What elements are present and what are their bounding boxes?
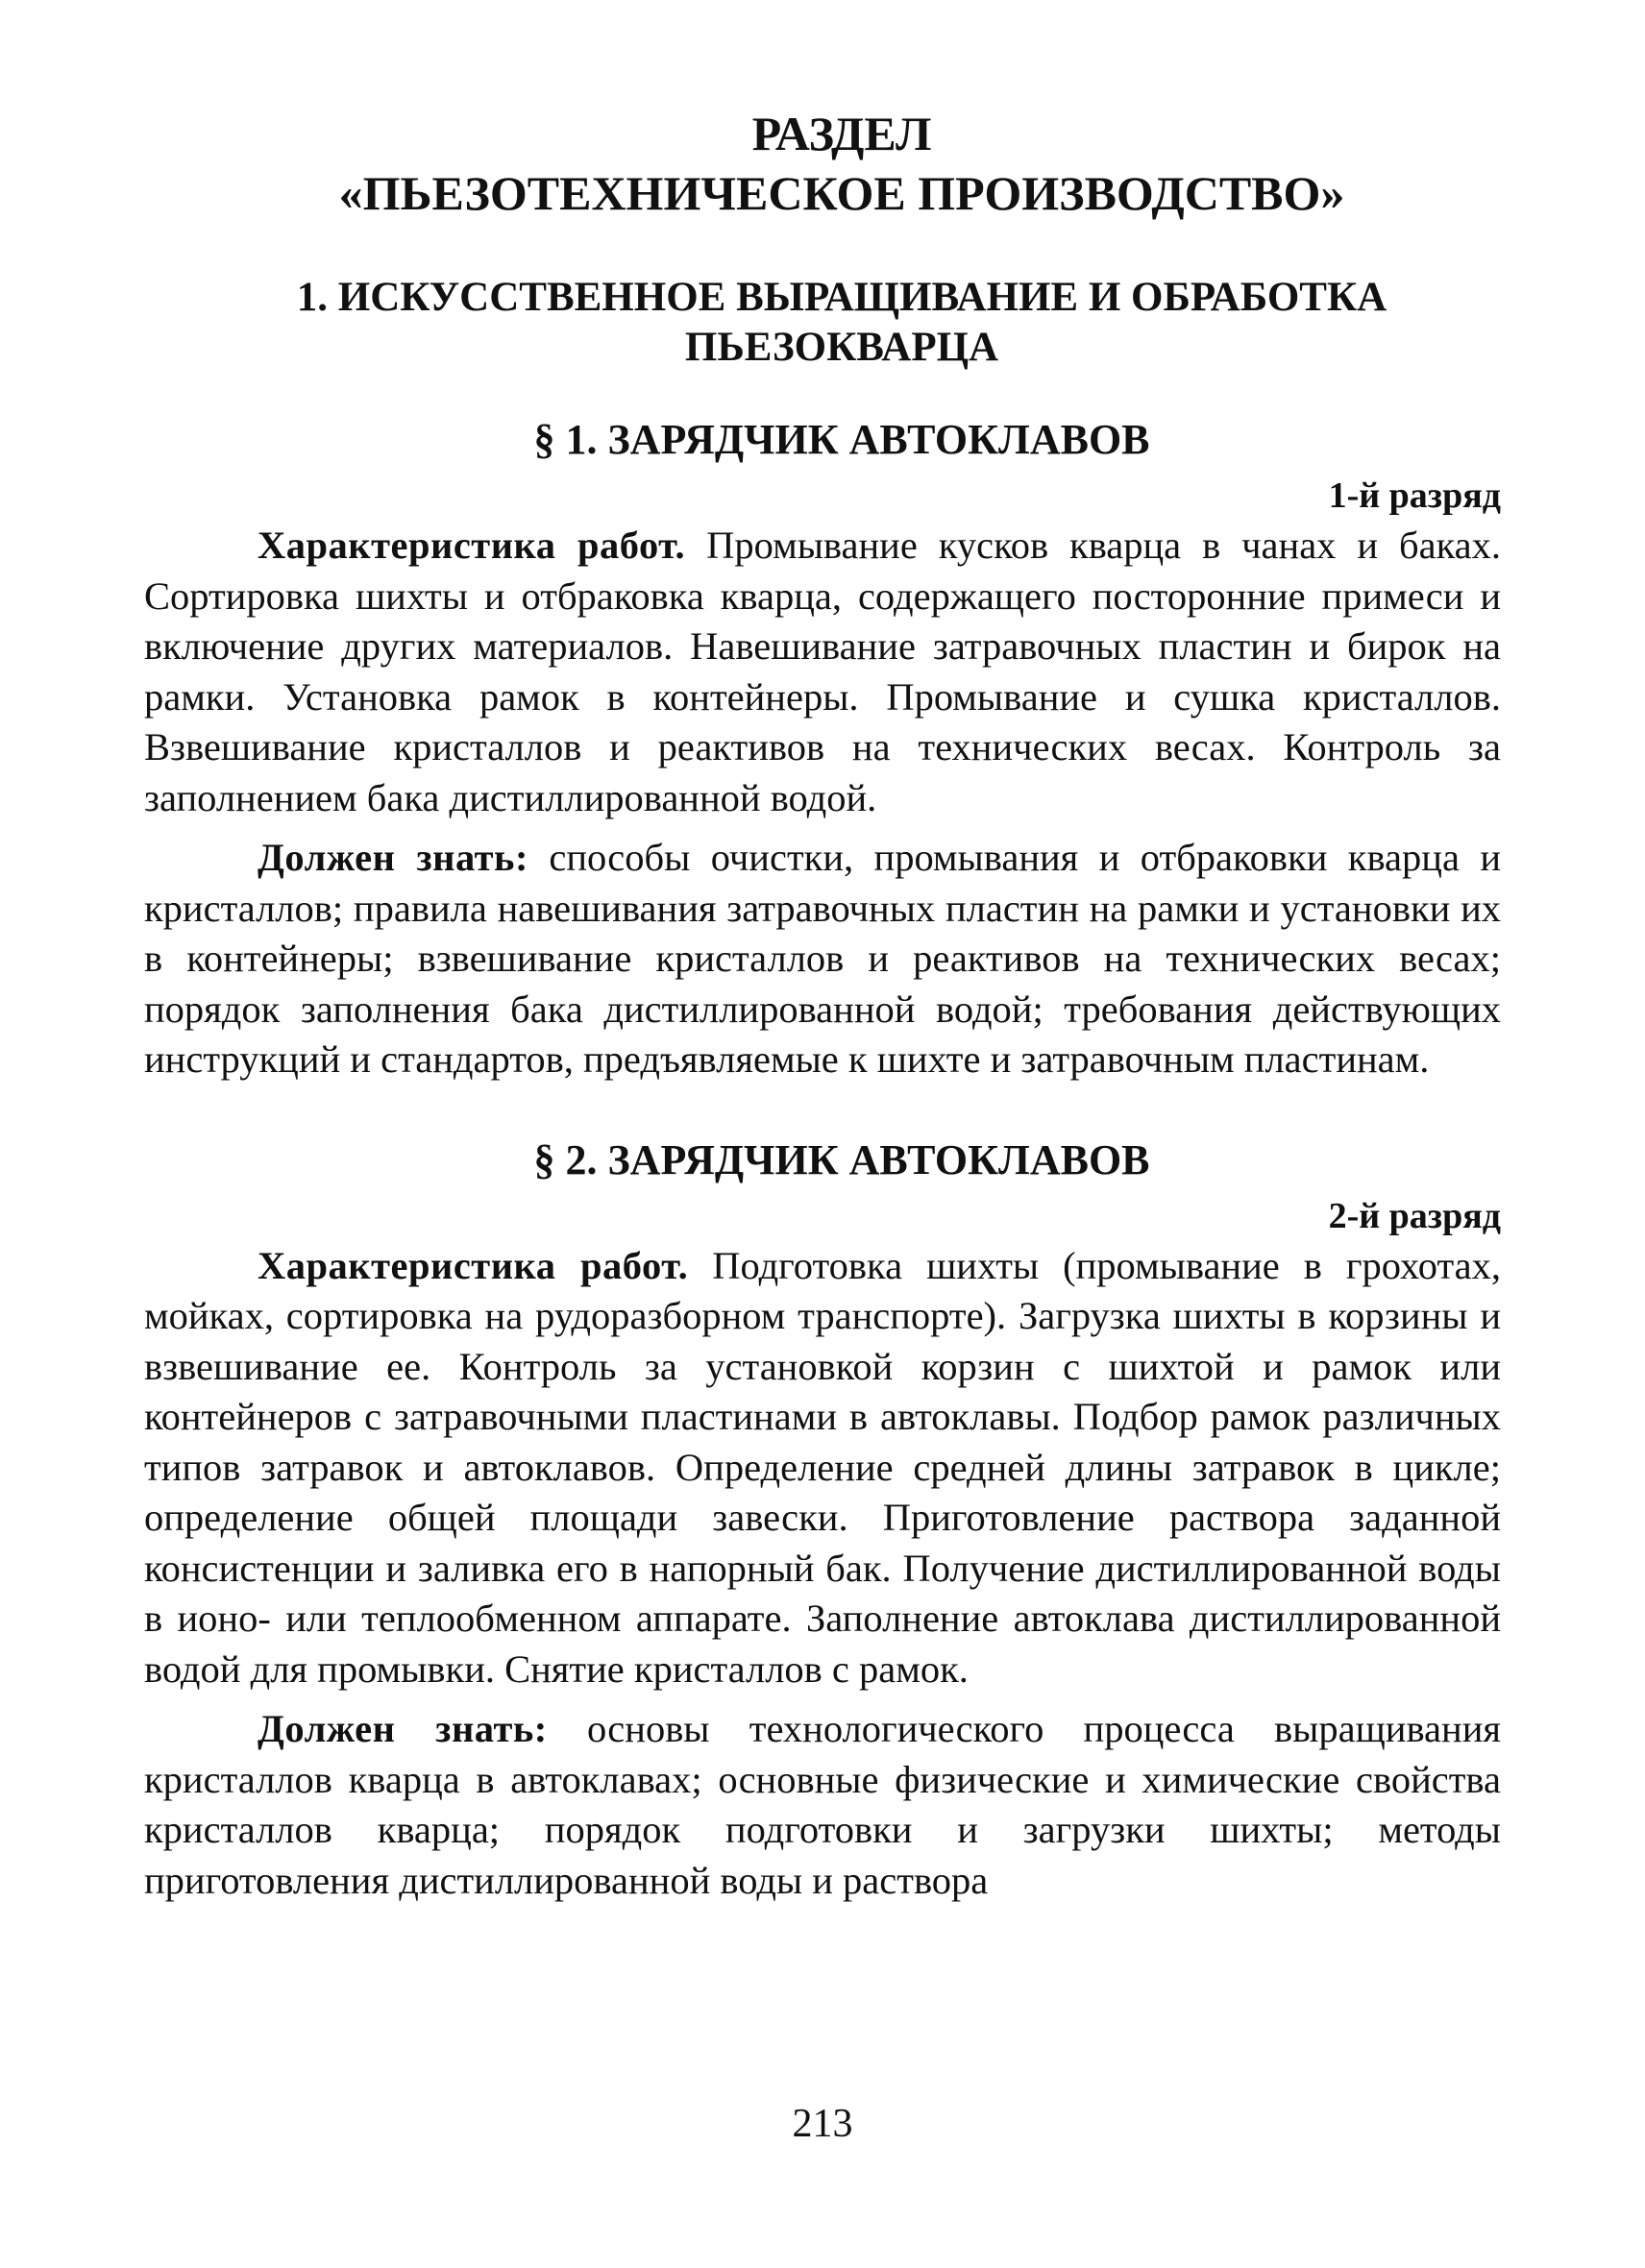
page-number: 213 bbox=[792, 2102, 853, 2146]
chapter-heading-line1: 1. ИСКУССТВЕННОЕ ВЫРАЩИВАНИЕ И ОБРАБОТКА bbox=[296, 275, 1387, 320]
paragraph-1-knowledge bbox=[144, 833, 1501, 1085]
paragraph-2-know-lead: Должен знать: bbox=[258, 1707, 548, 1750]
page-content bbox=[144, 104, 1501, 1906]
paragraph-2-grade: 2-й разряд bbox=[1328, 1195, 1501, 1236]
paragraph-1-know-text: способы очистки, промывания и отбраковки кварца и кристаллов; правила навешивания затравочных пластин на рамки и установки их в контейнеры; взвешивание кристаллов и реактивов на технических весах; порядок заполнения бака дистиллированной водой; требования действующих инструкций и стандартов, предъявляемые к шихте и затравочным пластинам. bbox=[144, 836, 1501, 1081]
section-heading-line1: РАЗДЕЛ bbox=[751, 107, 932, 160]
section-heading-line2: «ПЬЕЗОТЕХНИЧЕСКОЕ ПРОИЗВОДСТВО» bbox=[338, 166, 1345, 220]
section-heading bbox=[144, 104, 1501, 223]
paragraph-2-knowledge bbox=[144, 1704, 1501, 1906]
paragraph-1-know-lead: Должен знать: bbox=[258, 836, 528, 879]
paragraph-2-work-lead: Характеристика работ. bbox=[258, 1243, 689, 1287]
paragraph-2-title: § 2. ЗАРЯДЧИК АВТОКЛАВОВ bbox=[533, 1135, 1150, 1183]
paragraph-1-title: § 1. ЗАРЯДЧИК АВТОКЛАВОВ bbox=[533, 416, 1150, 463]
paragraph-1-work-text: Промывание кусков кварца в чанах и баках. Сортировка шихты и отбраковка кварца, содержащего посторонние примеси и включение других материалов. Навешивание затравочных пластин и бирок на рамки. Установка рамок в контейнеры. Промывание и сушка кристаллов. Взвешивание кристаллов и реактивов на технических весах. Контроль за заполнением бака дистиллированной водой. bbox=[144, 524, 1501, 819]
paragraph-1-work-description bbox=[144, 521, 1501, 823]
paragraph-2-know-text: основы технологического процесса выращивания кристаллов кварца в автоклавах; основные физические и химические свойства кристаллов кварца; порядок подготовки и загрузки шихты; методы приготовления дистиллированной воды и раствора bbox=[144, 1707, 1501, 1902]
paragraph-1-work-lead: Характеристика работ. bbox=[258, 524, 686, 567]
chapter-heading-line2: ПЬЕЗОКВАРЦА bbox=[684, 325, 999, 370]
paragraph-2-work-description bbox=[144, 1241, 1501, 1695]
chapter-heading bbox=[144, 273, 1501, 373]
paragraph-2-work-text: Подготовка шихты (промывание в грохотах, мойках, сортировка на рудоразборном транспорте). Загрузка шихты в корзины и взвешивание ее. Контроль за установкой корзин с шихтой и рамок или контейнеров с затравочными пластинами в автоклавы. Подбор рамок различных типов затравок и автоклавов. Определение средней длины затравок в цикле; определение общей площади завески. Приготовление раствора заданной консистенции и заливка его в напорный бак. Получение дистиллированной воды в ионо- или теплообменном аппарате. Заполнение автоклава дистиллированной водой для промывки. Снятие кристаллов с рамок. bbox=[144, 1243, 1501, 1691]
paragraph-1-grade: 1-й разряд bbox=[1328, 476, 1501, 516]
